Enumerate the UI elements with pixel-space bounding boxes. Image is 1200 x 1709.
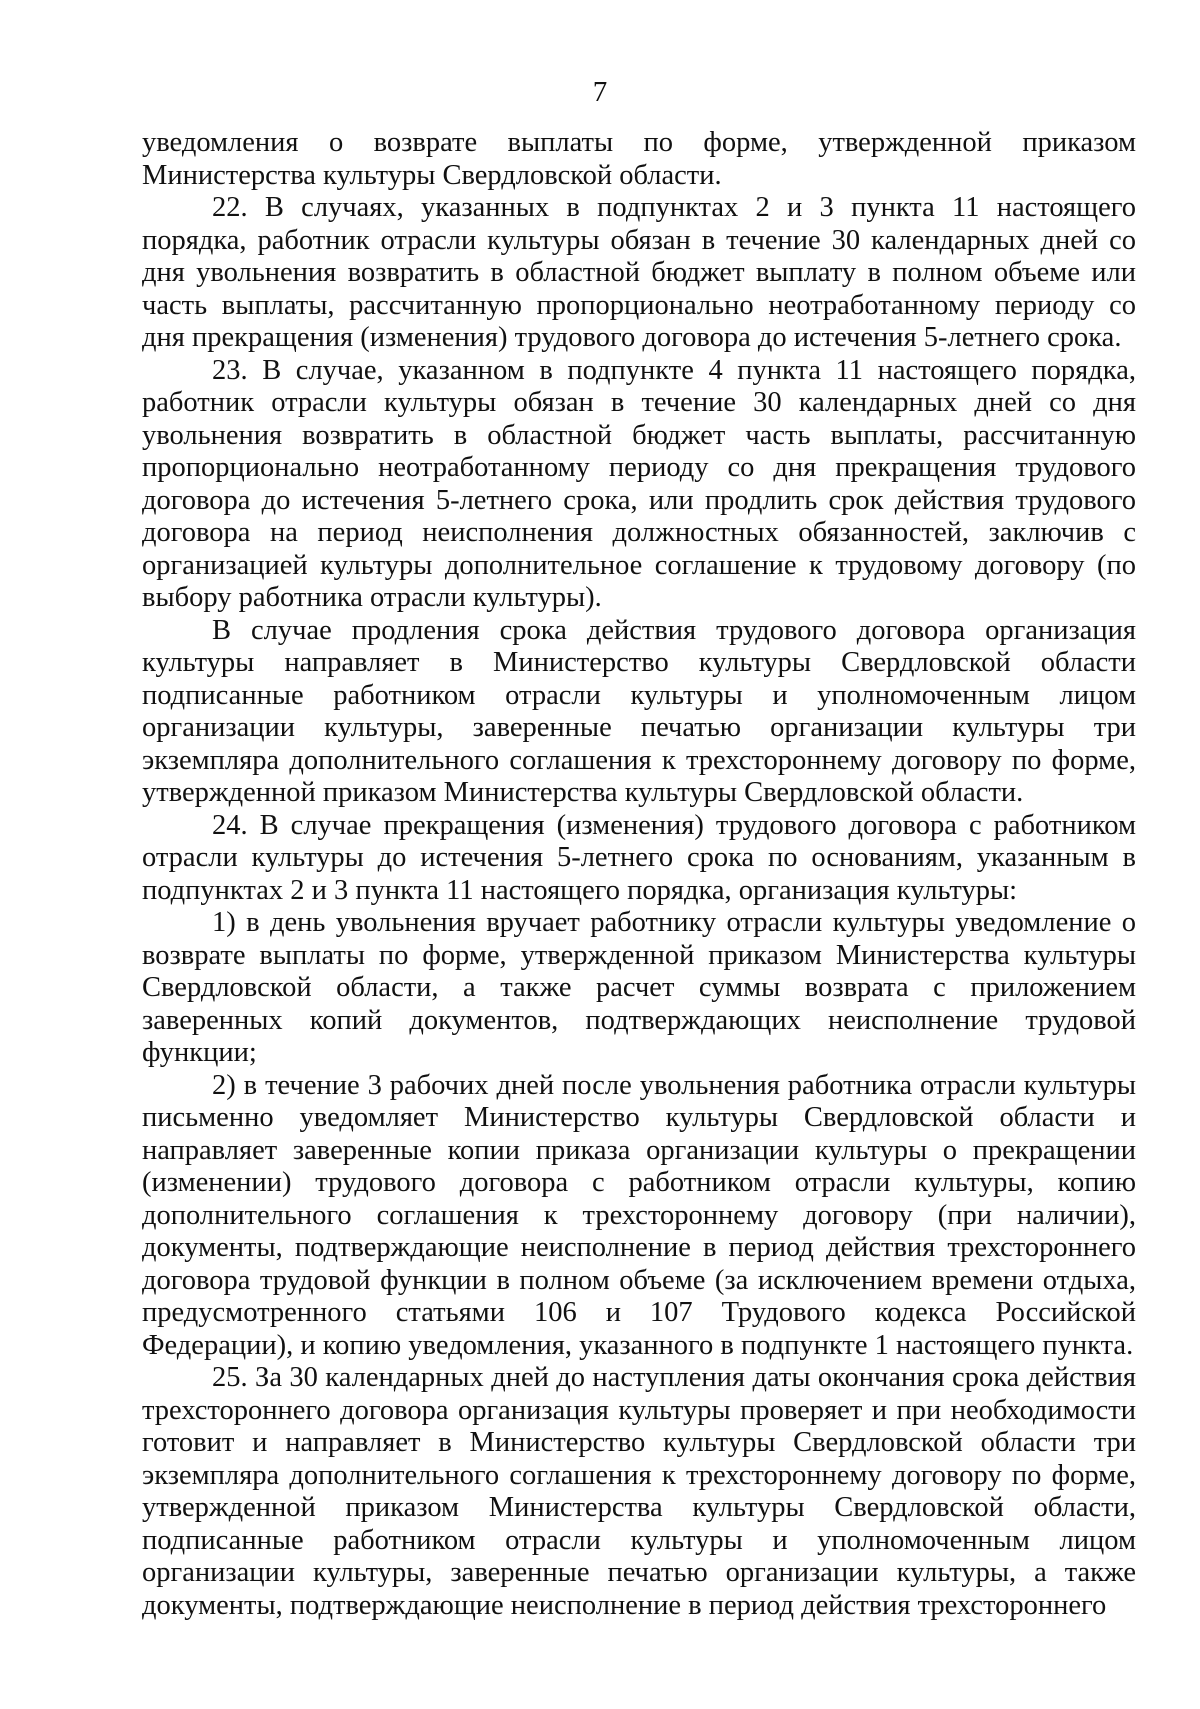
page-number: 7 bbox=[592, 76, 608, 108]
paragraph-item-23-extension: В случае продления срока действия трудового договора организация культуры направляет в Министерство культуры Свердловской области подписанные работником отрасли культуры и уполномоченным лицом организации культуры, заверенные печатью организации культуры три экземпляра дополнительного соглашения к трехстороннему договору по форме, утвержденной приказом Министерства культуры Свердловской области. bbox=[142, 614, 1136, 808]
paragraph-continuation: уведомления о возврате выплаты по форме, утвержденной приказом Министерства культуры Свердловской области. bbox=[142, 127, 1136, 191]
paragraph-item-23: 23. В случае, указанном в подпункте 4 пункта 11 настоящего порядка, работник отрасли культуры обязан в течение 30 календарных дней со дня увольнения возвратить в областной бюджет часть выплаты, рассчитанную пропорционально неотработанному периоду со дня прекращения трудового договора до истечения 5-летнего срока, или продлить срок действия трудового договора на период неисполнения должностных обязанностей, заключив с организацией культуры дополнительное соглашение к трудовому договору (по выбору работника отрасли культуры). bbox=[142, 354, 1136, 613]
paragraph-item-22: 22. В случаях, указанных в подпунктах 2 и 3 пункта 11 настоящего порядка, работник отрасли культуры обязан в течение 30 календарных дней со дня увольнения возвратить в областной бюджет выплату в полном объеме или часть выплаты, рассчитанную пропорционально неотработанному периоду со дня прекращения (изменения) трудового договора до истечения 5-летнего срока. bbox=[142, 192, 1136, 353]
paragraph-item-24: 24. В случае прекращения (изменения) трудового договора с работником отрасли культуры до истечения 5-летнего срока по основаниям, указанным в подпунктах 2 и 3 пункта 11 настоящего порядка, организация культуры: bbox=[142, 809, 1136, 906]
document-body bbox=[142, 127, 1136, 1622]
paragraph-item-24-sub-2: 2) в течение 3 рабочих дней после увольнения работника отрасли культуры письменно уведомляет Министерство культуры Свердловской области и направляет заверенные копии приказа организации культуры о прекращении (изменении) трудового договора с работником отрасли культуры, копию дополнительного соглашения к трехстороннему договору (при наличии), документы, подтверждающие неисполнение в период действия трехстороннего договора трудовой функции в полном объеме (за исключением времени отдыха, предусмотренного статьями 106 и 107 Трудового кодекса Российской Федерации), и копию уведомления, указанного в подпункте 1 настоящего пункта. bbox=[142, 1069, 1136, 1361]
paragraph-item-24-sub-1: 1) в день увольнения вручает работнику отрасли культуры уведомление о возврате выплаты по форме, утвержденной приказом Министерства культуры Свердловской области, а также расчет суммы возврата с приложением заверенных копий документов, подтверждающих неисполнение трудовой функции; bbox=[142, 907, 1136, 1068]
paragraph-item-25: 25. За 30 календарных дней до наступления даты окончания срока действия трехстороннего договора организация культуры проверяет и при необходимости готовит и направляет в Министерство культуры Свердловской области три экземпляра дополнительного соглашения к трехстороннему договору по форме, утвержденной приказом Министерства культуры Свердловской области, подписанные работником отрасли культуры и уполномоченным лицом организации культуры, заверенные печатью организации культуры, а также документы, подтверждающие неисполнение в период действия трехстороннего bbox=[142, 1362, 1136, 1621]
